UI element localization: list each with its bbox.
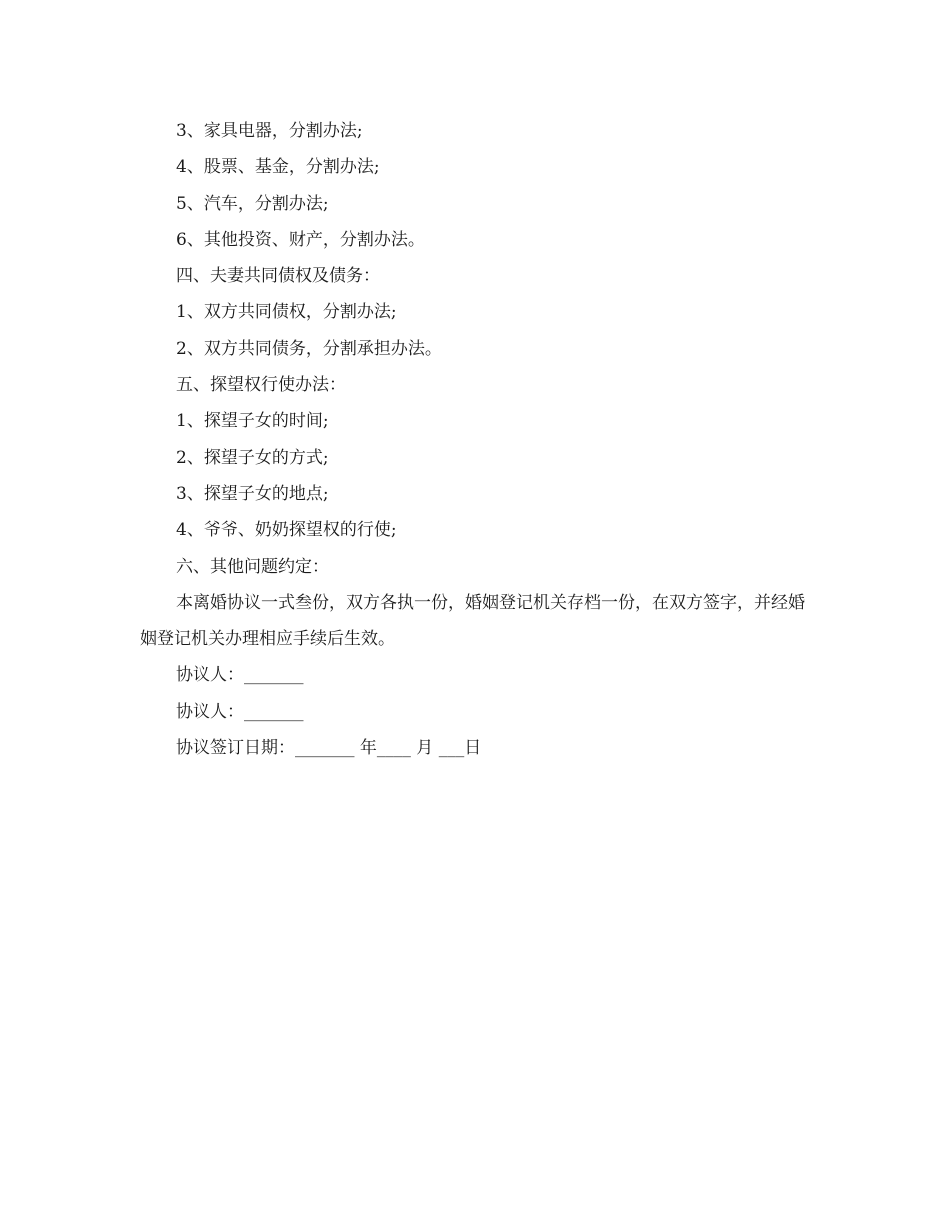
list-item: 4、股票、基金，分割办法; bbox=[176, 157, 380, 178]
list-item: 3、家具电器，分割办法; bbox=[176, 121, 363, 141]
signature-line: 协议人：_______ bbox=[176, 701, 304, 722]
list-item: 5、汽车，分割办法; bbox=[176, 193, 329, 214]
list-item: 1、双方共同债权，分割办法; bbox=[176, 302, 397, 323]
list-item: 3、探望子女的地点; bbox=[176, 483, 329, 504]
section-heading: 四、夫妻共同债权及债务： bbox=[176, 266, 380, 287]
list-item: 1、探望子女的时间; bbox=[176, 411, 329, 432]
list-item: 6、其他投资、财产，分割办法。 bbox=[176, 229, 425, 250]
section-heading: 六、其他问题约定： bbox=[176, 556, 329, 577]
list-item: 4、爷爷、奶奶探望权的行使; bbox=[176, 520, 397, 541]
signature-line: 协议人：_______ bbox=[176, 665, 304, 686]
list-item: 2、双方共同债务，分割承担办法。 bbox=[176, 338, 442, 359]
section-heading: 五、探望权行使办法： bbox=[176, 375, 346, 396]
document-body bbox=[140, 113, 812, 766]
list-item: 2、探望子女的方式; bbox=[176, 447, 329, 468]
date-line: 协议签订日期：_______ 年____ 月 ___日 bbox=[176, 738, 482, 759]
agreement-paragraph: 本离婚协议一式叁份，双方各执一份，婚姻登记机关存档一份，在双方签字，并经婚姻登记机关办理相应手续后生效。 bbox=[140, 592, 805, 650]
